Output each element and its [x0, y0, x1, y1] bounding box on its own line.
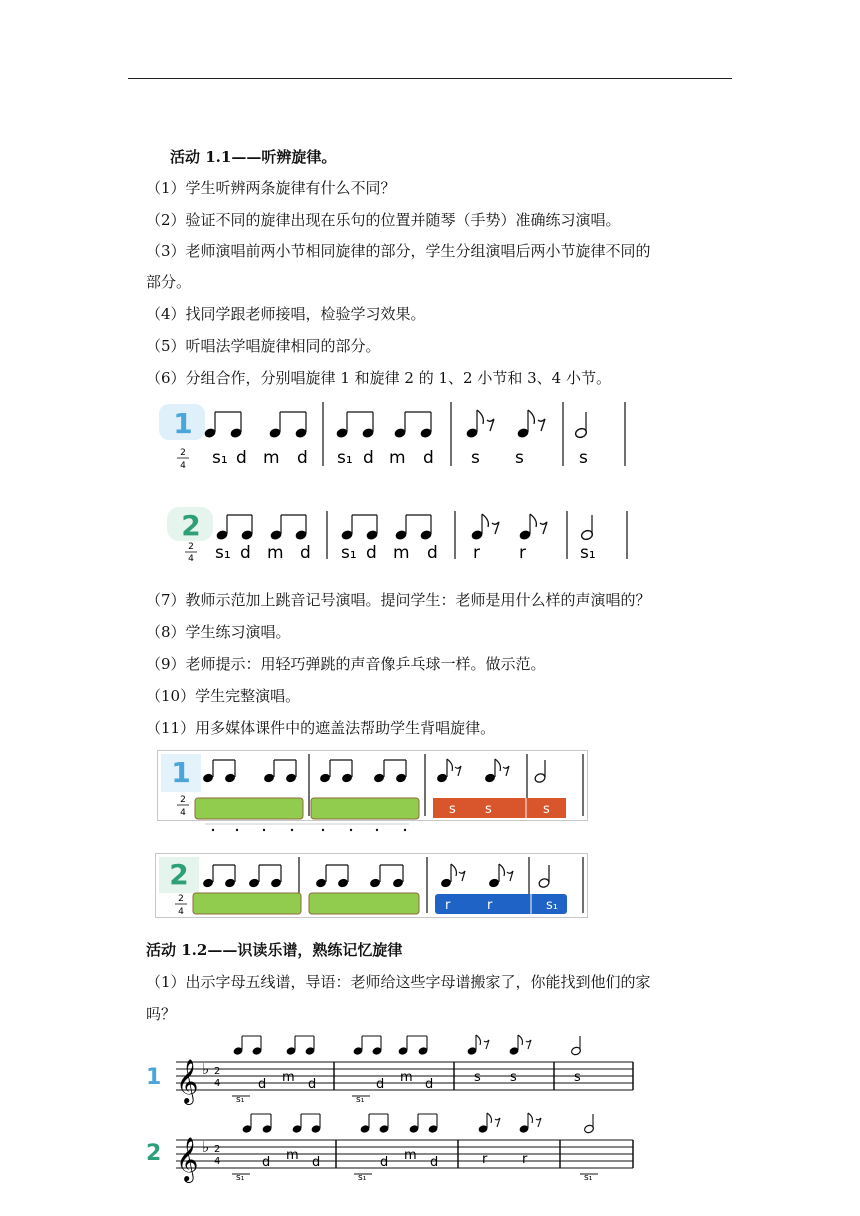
syllable-label: m — [267, 543, 284, 563]
staff-notes-measure-1 — [233, 1036, 316, 1056]
staff-syllable: d — [380, 1155, 389, 1170]
staff-syllable: s₁ — [358, 1173, 367, 1183]
melody-1-rhythm-figure — [155, 398, 635, 473]
staff-notes-measure-2 — [360, 1114, 439, 1134]
time-signature-top: 2 — [178, 894, 184, 904]
staff-syllable: d — [425, 1077, 434, 1092]
instruction-4: （4）找同学跟老师接唱，检验学习效果。 — [146, 305, 426, 323]
staff-half-note — [571, 1036, 582, 1056]
syllable-label: d — [240, 543, 251, 563]
instruction-staff-1-cont: 吗？ — [146, 1005, 177, 1023]
melody-number: 1 — [173, 407, 193, 440]
instruction-1: （1）学生听辨两条旋律有什么不同？ — [146, 179, 396, 197]
staff-notation-figure — [140, 1026, 640, 1191]
cover-block-green — [195, 798, 303, 819]
melody-2-cover-figure — [155, 853, 589, 919]
header-rule — [128, 78, 732, 79]
activity-1-2-heading: 活动 1.2——识读乐谱，熟练记忆旋律 — [146, 941, 403, 959]
time-signature-top: 2 — [188, 542, 194, 552]
syllable-label: s₁ — [546, 898, 558, 913]
eighth-note-rest-group — [465, 410, 545, 439]
staff-syllable: d — [258, 1077, 267, 1092]
syllable-label: s — [449, 802, 456, 817]
syllable-label: r — [445, 898, 451, 913]
staff-syllable: s₁ — [236, 1173, 245, 1183]
instruction-2: （2）验证不同的旋律出现在乐句的位置并随琴（手势）准确练习演唱。 — [146, 211, 621, 229]
syllable-label: d — [300, 543, 311, 563]
syllable-label: s — [543, 802, 550, 817]
quarter-note-group — [340, 515, 432, 541]
staff-syllable: r — [522, 1152, 528, 1167]
time-signature-top: 2 — [180, 795, 186, 805]
staff-syllable: s₁ — [356, 1095, 365, 1105]
syllable-label: d — [297, 448, 308, 468]
syllable-label: d — [363, 448, 374, 468]
time-signature-top: 2 — [214, 1066, 221, 1077]
syllable-label: d — [427, 543, 438, 563]
staff-syllable: m — [282, 1070, 295, 1085]
syllable-label: s₁ — [337, 448, 353, 468]
staff-syllable: s — [510, 1070, 517, 1085]
instruction-3-cont: 部分。 — [146, 273, 192, 291]
staff-half-note — [584, 1114, 595, 1134]
syllable-label: d — [236, 448, 247, 468]
dotted-guide — [205, 824, 409, 831]
instruction-10: （10）学生完整演唱。 — [146, 687, 301, 705]
instruction-3: （3）老师演唱前两小节相同旋律的部分，学生分组演唱后两小节旋律不同的 — [146, 242, 651, 260]
eighth-note-rest-group — [470, 514, 547, 541]
instruction-11: （11）用多媒体课件中的遮盖法帮助学生背唱旋律。 — [146, 719, 496, 737]
time-signature-bottom: 4 — [180, 461, 186, 471]
instruction-9: （9）老师提示：用轻巧弹跳的声音像乒乓球一样。做示范。 — [146, 655, 546, 673]
staff-syllable: s₁ — [236, 1095, 245, 1105]
staff-syllable: d — [262, 1155, 271, 1170]
flat-icon: ♭ — [202, 1138, 210, 1156]
melody-number: 2 — [146, 1141, 162, 1166]
syllable-label: r — [487, 898, 493, 913]
syllable-label: m — [263, 448, 280, 468]
melody-number: 2 — [169, 858, 189, 891]
staff-syllable: m — [404, 1148, 417, 1163]
instruction-6: （6）分组合作，分别唱旋律 1 和旋律 2 的 1、2 小节和 3、4 小节。 — [146, 369, 611, 387]
syllable-label: s — [485, 802, 492, 817]
staff-syllable: d — [312, 1155, 321, 1170]
treble-clef-icon: 𝄞 — [176, 1059, 199, 1103]
syllable-label: s — [579, 448, 588, 468]
staff-syllable: d — [308, 1077, 317, 1092]
syllable-label: s₁ — [580, 543, 596, 563]
syllable-label: d — [366, 543, 377, 563]
instruction-5: （5）听唱法学唱旋律相同的部分。 — [146, 337, 381, 355]
melody-1-cover-figure — [157, 750, 589, 834]
instruction-staff-1: （1）出示字母五线谱，导语：老师给这些字母谱搬家了，你能找到他们的家 — [146, 973, 651, 991]
time-signature-bottom: 4 — [188, 554, 194, 564]
cover-block-green — [193, 893, 301, 914]
staff-notes-measure-3 — [478, 1113, 541, 1134]
syllable-label: s₁ — [212, 448, 228, 468]
instruction-8: （8）学生练习演唱。 — [146, 623, 291, 641]
quarter-note-group — [335, 412, 432, 439]
cover-block-green — [311, 798, 419, 819]
half-note — [574, 412, 587, 439]
staff-syllable: r — [482, 1152, 488, 1167]
syllable-label: s — [515, 448, 524, 468]
syllable-label: m — [393, 543, 410, 563]
staff-syllable: s₁ — [584, 1173, 593, 1183]
melody-number: 2 — [181, 509, 201, 542]
time-signature-bottom: 4 — [214, 1078, 221, 1089]
time-signature-top: 2 — [214, 1144, 221, 1155]
time-signature-bottom: 4 — [214, 1156, 221, 1167]
quarter-note-group — [215, 515, 307, 541]
time-signature-top: 2 — [180, 448, 186, 458]
syllable-label: r — [519, 543, 526, 563]
staff-syllable: s — [474, 1070, 481, 1085]
flat-icon: ♭ — [202, 1060, 210, 1078]
staff-syllable: d — [376, 1077, 385, 1092]
staff-notes-measure-1 — [242, 1114, 322, 1134]
instruction-7: （7）教师示范加上跳音记号演唱。提问学生：老师是用什么样的声演唱的？ — [146, 591, 651, 609]
staff-notes-measure-3 — [467, 1035, 531, 1056]
syllable-label: s₁ — [341, 543, 357, 563]
syllable-label: r — [473, 543, 480, 563]
activity-1-1-heading: 活动 1.1——听辨旋律。 — [170, 148, 337, 166]
treble-clef-icon: 𝄞 — [176, 1137, 199, 1181]
cover-block-green — [309, 893, 419, 914]
time-signature-bottom: 4 — [178, 907, 184, 917]
syllable-label: s — [471, 448, 480, 468]
syllable-label: d — [423, 448, 434, 468]
syllable-label: s₁ — [215, 543, 231, 563]
quarter-note-group — [203, 412, 307, 439]
melody-number: 1 — [171, 756, 191, 789]
staff-notes-measure-2 — [353, 1036, 429, 1056]
syllable-label: m — [389, 448, 406, 468]
staff-syllable: d — [430, 1155, 439, 1170]
half-note — [580, 515, 593, 541]
staff-syllable: m — [400, 1070, 413, 1085]
staff-syllable: s — [574, 1070, 581, 1085]
melody-number: 1 — [146, 1065, 162, 1090]
melody-2-rhythm-figure — [165, 505, 635, 565]
time-signature-bottom: 4 — [180, 808, 186, 818]
staff-syllable: m — [286, 1148, 299, 1163]
